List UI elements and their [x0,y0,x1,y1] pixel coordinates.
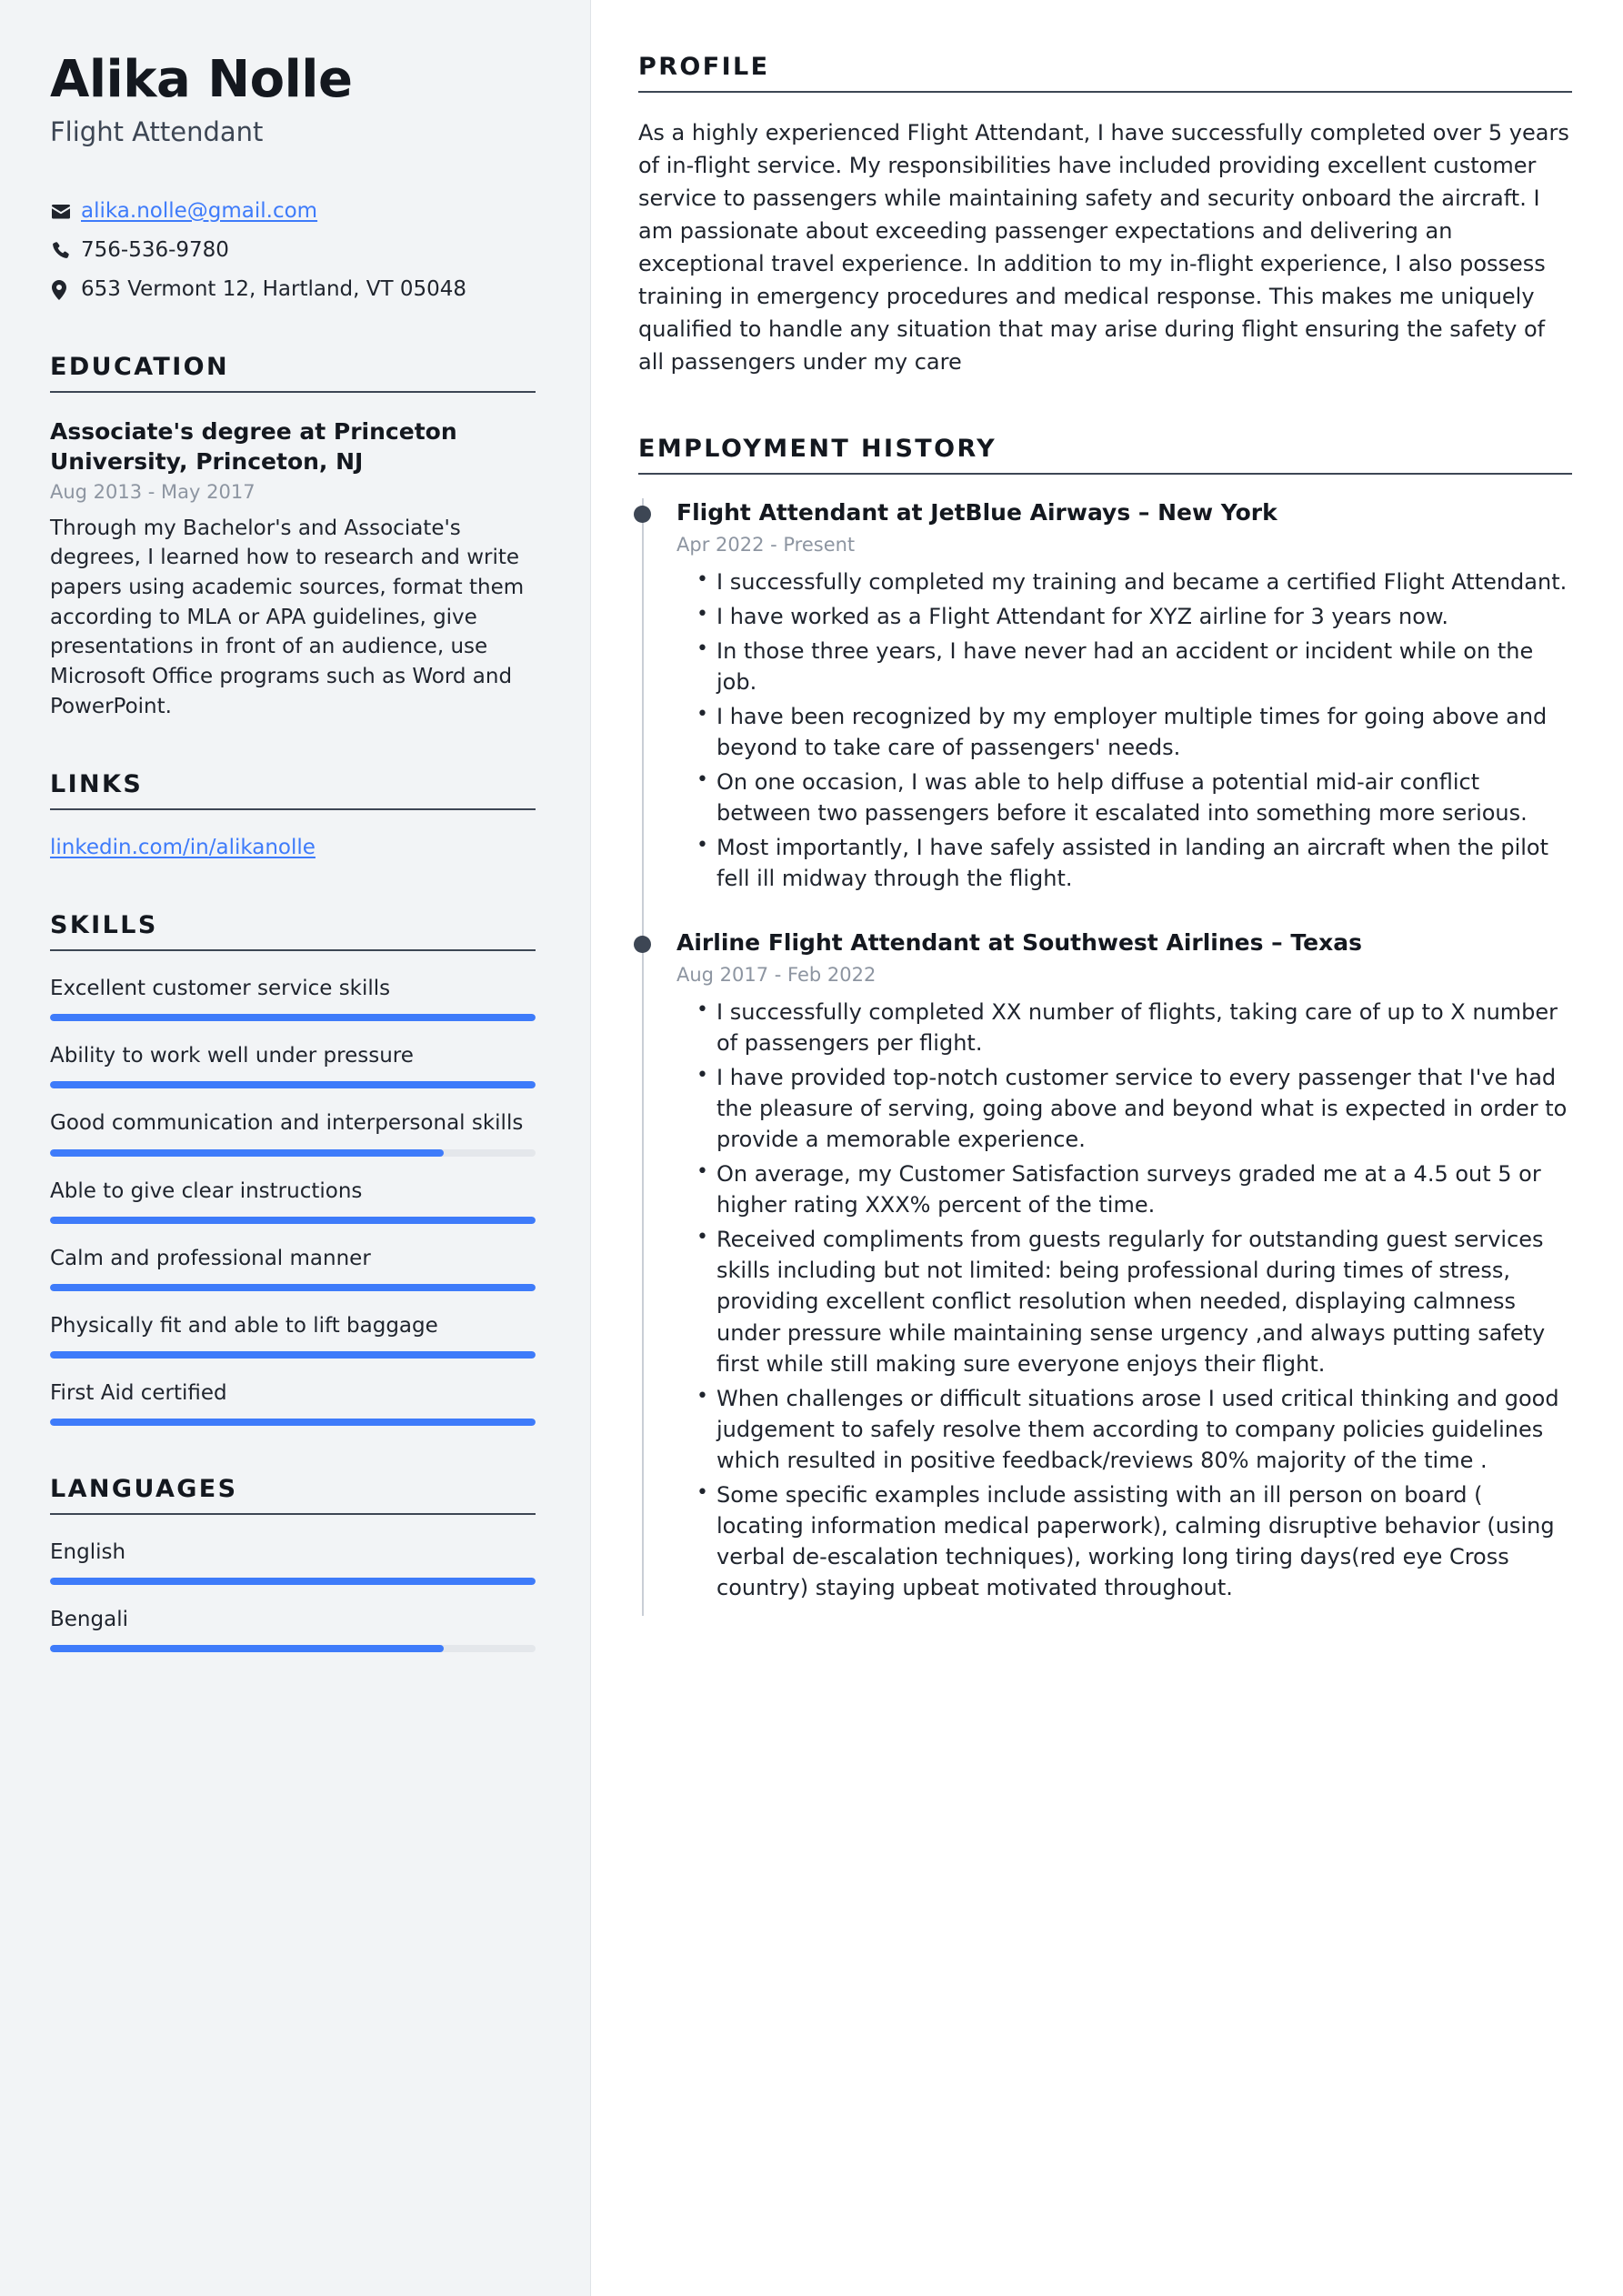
skill-label: First Aid certified [50,1380,227,1405]
skill-label: Able to give clear instructions [50,1178,363,1203]
skill-level-fill [50,1014,536,1021]
languages-list [50,1539,536,1652]
main-content [591,0,1623,2296]
employment-divider [638,473,1572,475]
links-section [50,770,536,862]
skill-level-fill [50,1081,536,1088]
skill-level-fill [50,1217,536,1224]
contact-row[interactable] [50,198,536,226]
employment-entry-bullets [676,997,1572,1603]
employment-entry-title: Flight Attendant at JetBlue Airways – New York [676,499,1277,526]
contact-link[interactable]: alika.nolle@gmail.com [81,198,318,223]
employment-bullet: • On average, my Customer Satisfaction surveys graded me at a 4.5 out 5 or higher rating XXX% percent of the time. [716,1158,1572,1220]
employment-entry-date: Apr 2022 - Present [676,533,856,556]
skill-label: Excellent customer service skills [50,977,391,1001]
skill-level-bar [50,1149,536,1157]
skill-level-fill [50,1284,536,1291]
employment-bullet: • Most importantly, I have safely assisted in landing an aircraft when the pilot fell ill midway through the flight. [716,832,1572,894]
employment-bullet: • I have been recognized by my employer multiple times for going above and beyond to take care of passengers' needs. [716,701,1572,763]
skill [50,1379,536,1426]
skills-heading: SKILLS [50,911,158,940]
links-list [50,834,536,862]
skill-label: Calm and professional manner [50,1246,371,1270]
contact-list [50,198,536,304]
languages-divider [50,1513,536,1515]
employment-entry [676,498,1572,907]
language [50,1606,536,1652]
location-pin-icon [50,279,81,301]
skill-level-fill [50,1351,536,1359]
employment-bullet: • I have worked as a Flight Attendant for XYZ airline for 3 years now. [716,601,1572,632]
profile-text: As a highly experienced Flight Attendant, I have successfully completed over 5 years of in-flight service. My responsibilities have included providing excellent customer service to passengers while maintaining safety and security onboard the aircraft. I am passionate about exceeding passenger expectations and delivering an exceptional travel experience. In addition to my in-flight experience, I also possess training in emergency procedures and medical response. This makes me uniquely qualified to handle any situation that may arise during flight ensuring the safety of all passengers under my care [638,120,1569,375]
education-divider [50,391,536,393]
employment-bullet: • I successfully completed my training and became a certified Flight Attendant. [716,566,1572,597]
languages-section [50,1475,536,1652]
candidate-name: Alika Nolle [50,50,353,109]
language-level-fill [50,1578,536,1585]
education-entry-date: Aug 2013 - May 2017 [50,480,255,503]
skills-section [50,911,536,1425]
employment-entry [676,928,1572,1616]
employment-section [638,435,1572,1616]
education-entry-description: Through my Bachelor's and Associate's degrees, I learned how to research and write papers using academic sources, format them according to MLA or APA guidelines, give presentations in front of an audience, use Microsoft Office programs such as Word and PowerPoint. [50,516,525,718]
education-section [50,353,536,722]
skill-label: Physically fit and able to lift baggage [50,1313,438,1338]
skill-level-bar [50,1351,536,1359]
employment-bullet: • I successfully completed XX number of flights, taking care of up to X number of passengers per flight. [716,997,1572,1058]
language-label: Bengali [50,1607,128,1631]
skill-level-bar [50,1217,536,1224]
profile-heading: PROFILE [638,53,770,81]
skills-divider [50,949,536,951]
languages-heading: LANGUAGES [50,1474,238,1503]
employment-bullet: • On one occasion, I was able to help diffuse a potential mid-air conflict between two passengers before it escalated into something more serious. [716,767,1572,828]
link-item[interactable]: linkedin.com/in/alikanolle [50,836,316,860]
timeline-dot-icon [634,936,651,953]
skill-level-fill [50,1419,536,1426]
employment-heading: EMPLOYMENT HISTORY [638,435,997,463]
skills-list [50,975,536,1425]
employment-entry-title: Airline Flight Attendant at Southwest Airlines – Texas [676,929,1362,957]
sidebar [0,0,591,2296]
employment-entry-bullets [676,566,1572,895]
profile-divider [638,91,1572,93]
contact-value: 653 Vermont 12, Hartland, VT 05048 [81,276,467,301]
skill [50,1245,536,1291]
language-level-bar [50,1645,536,1652]
skill [50,1312,536,1359]
employment-list [642,498,1572,1616]
phone-icon [50,240,81,261]
profile-section [638,53,1572,378]
links-divider [50,808,536,810]
employment-bullet: • I have provided top-notch customer service to every passenger that I've had the pleasure of serving, going above and beyond what is expected in order to provide a memorable experience. [716,1062,1572,1155]
skill-level-bar [50,1081,536,1088]
skill [50,1109,536,1156]
skill-level-bar [50,1284,536,1291]
language-level-fill [50,1645,444,1652]
contact-row [50,276,536,304]
skill [50,975,536,1021]
contact-value: 756-536-9780 [81,237,229,262]
skill-level-bar [50,1419,536,1426]
timeline-dot-icon [634,506,651,523]
employment-bullet: • When challenges or difficult situations arose I used critical thinking and good judgement to safely resolve them according to company policies guidelines which resulted in positive feedback/reviews 80% majority of the time . [716,1383,1572,1476]
links-heading: LINKS [50,770,144,799]
employment-bullet: • Some specific examples include assisting with an ill person on board ( locating information medical paperwork), calming disruptive behavior (using verbal de-escalation techniques), working long tiring days(red eye Cross country) staying upbeat motivated throughout. [716,1479,1572,1603]
skill [50,1178,536,1224]
skill-label: Good communication and interpersonal skills [50,1111,524,1136]
skill [50,1042,536,1088]
candidate-job-title: Flight Attendant [50,116,264,148]
language-label: English [50,1539,126,1564]
skill-label: Ability to work well under pressure [50,1044,414,1068]
employment-bullet: • Received compliments from guests regularly for outstanding guest services skills including but not limited: being professional during times of stress, providing excellent conflict resolution when needed, displaying calmness under pressure while maintaining sense urgency ,and always putting safety first while still making sure everyone enjoys their flight. [716,1224,1572,1379]
skill-level-bar [50,1014,536,1021]
employment-entry-date: Aug 2017 - Feb 2022 [676,963,877,986]
email-icon [50,201,81,223]
employment-bullet: • In those three years, I have never had an accident or incident while on the job. [716,636,1572,697]
education-heading: EDUCATION [50,352,230,381]
contact-row [50,237,536,265]
language [50,1539,536,1585]
language-level-bar [50,1578,536,1585]
skill-level-fill [50,1149,444,1157]
education-entry-title: Associate's degree at Princeton University, Princeton, NJ [50,417,457,475]
education-entry [50,416,536,722]
education-entries [50,416,536,722]
